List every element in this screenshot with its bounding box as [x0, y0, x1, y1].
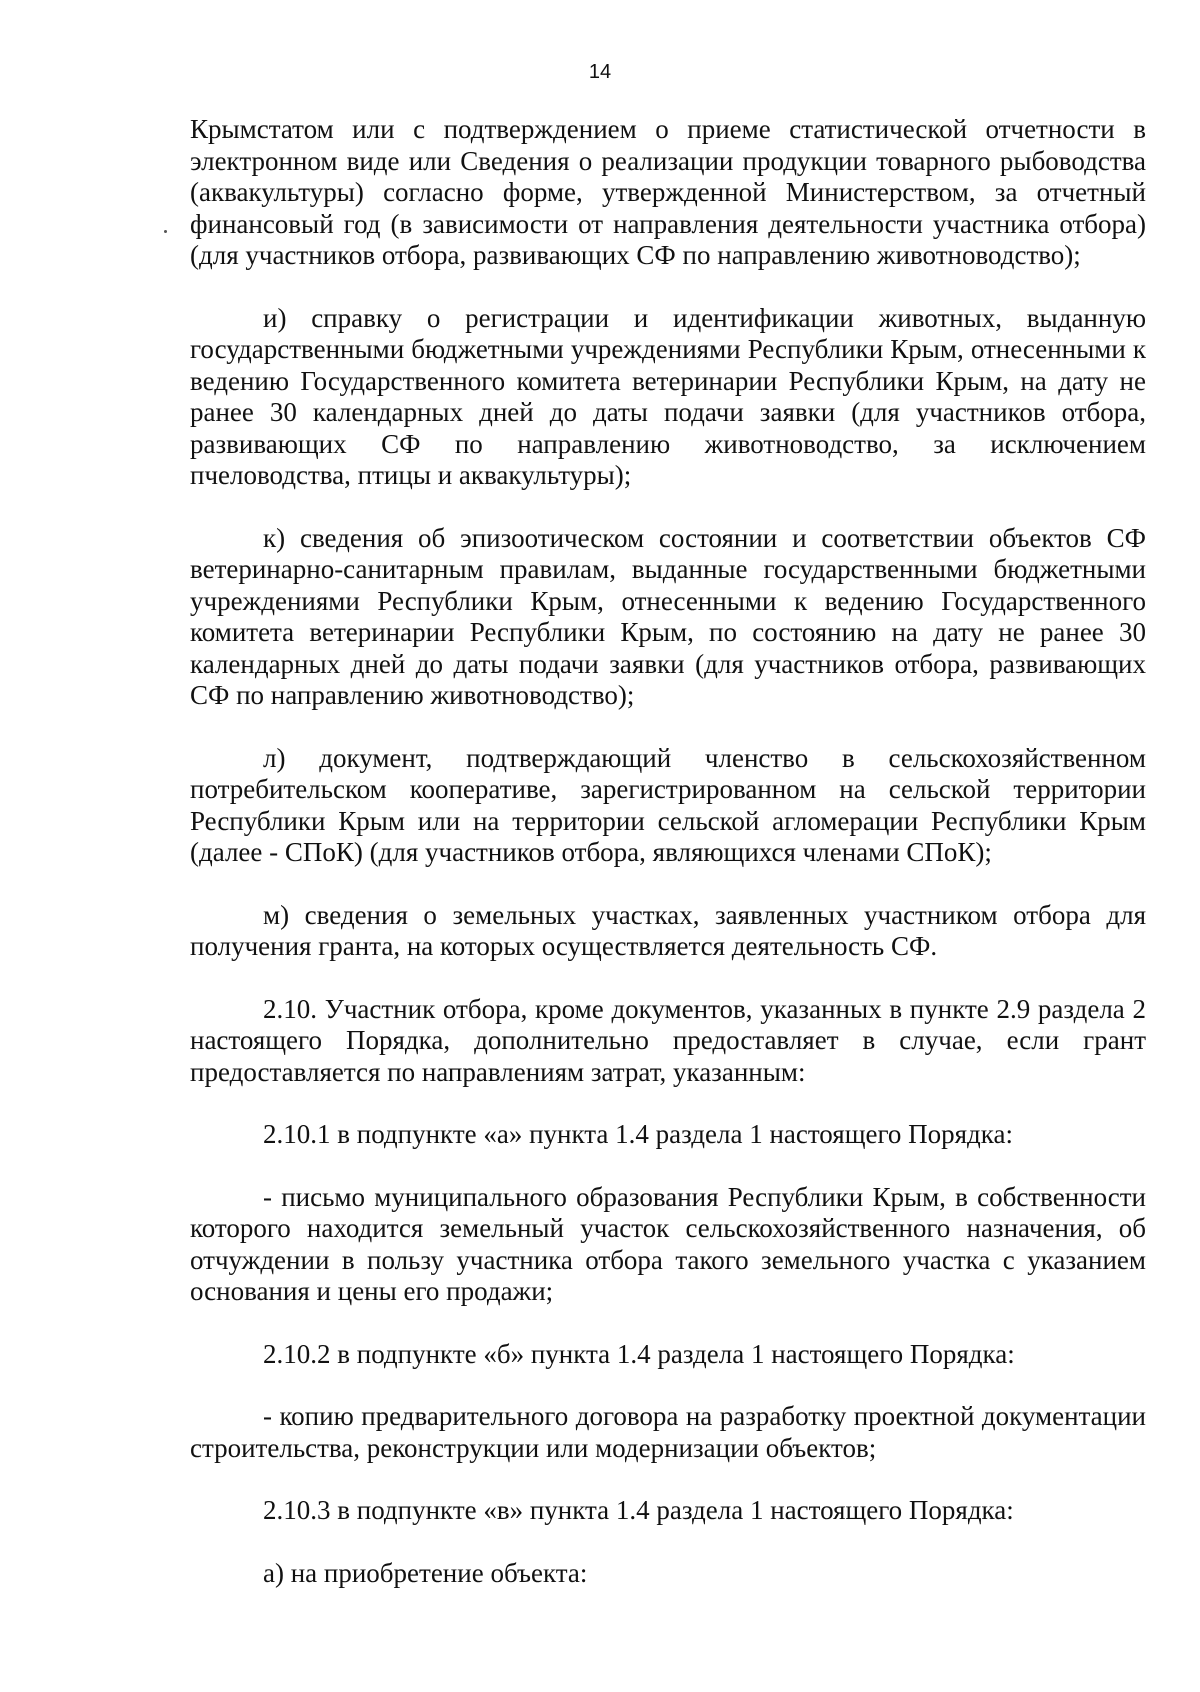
paragraph-continuation-krymstat: Крымстатом или с подтверждением о приеме статистической отчетности в электронном виде или Сведения о реализации продукции товарного рыбоводства (аквакультуры) согласно форме, утвержденной Министерством, за отчетный финансовый год (в зависимости от направления деятельности участника отбора) (для участников отбора, развивающих СФ по направлению животноводство); [190, 114, 1146, 270]
paragraph-item-a-acquisition: а) на приобретение объекта: [263, 1557, 588, 1588]
paragraph-clause-2-10: 2.10. Участник отбора, кроме документов, указанных в пункте 2.9 раздела 2 настоящего Порядка, дополнительно предоставляет в случае, если грант предоставляется по направлениям затрат, указанным: [190, 993, 1146, 1087]
document-body [190, 114, 1146, 1620]
paragraph-clause-2-10-1: 2.10.1 в подпункте «а» пункта 1.4 раздела 1 настоящего Порядка: [263, 1119, 1013, 1149]
paragraph-clause-2-10-2: 2.10.2 в подпункте «б» пункта 1.4 раздела 1 настоящего Порядка: [263, 1338, 1015, 1369]
paragraph-item-l-cooperative-membership: л) документ, подтверждающий членство в сельскохозяйственном потребительском кооперативе, зарегистрированном на сельской территории Республики Крым или на территории сельской агломерации Республики Крым (далее - СПоК) (для участников отбора, являющихся членами СПоК); [190, 742, 1146, 867]
paragraph-item-m-land-plots: м) сведения о земельных участках, заявленных участником отбора для получения гранта, на которых осуществляется деятельность СФ. [190, 899, 1146, 961]
paragraph-clause-2-10-3: 2.10.3 в подпункте «в» пункта 1.4 раздела 1 настоящего Порядка: [263, 1495, 1014, 1525]
page-number: 14 [588, 61, 612, 83]
paragraph-municipal-letter: - письмо муниципального образования Республики Крым, в собственности которого находится земельный участок сельскохозяйственного назначения, об отчуждении в пользу участника отбора такого земельного участка с указанием основания и цены его продажи; [190, 1181, 1146, 1306]
scan-speck [164, 230, 167, 233]
paragraph-item-k-epizootic-status: к) сведения об эпизоотическом состоянии и соответствии объектов СФ ветеринарно-санитарным правилам, выданные государственными бюджетными учреждениями Республики Крым, отнесенными к ведению Государственного комитета ветеринарии Республики Крым, по состоянию на дату не ранее 30 календарных дней до даты подачи заявки (для участников отбора, развивающих СФ по направлению животноводство); [190, 522, 1146, 710]
paragraph-item-i-animal-registration: и) справку о регистрации и идентификации животных, выданную государственными бюджетными учреждениями Республики Крым, отнесенными к ведению Государственного комитета ветеринарии Республики Крым, на дату не ранее 30 календарных дней до даты подачи заявки (для участников отбора, развивающих СФ по направлению животноводство, за исключением пчеловодства, птицы и аквакультуры); [190, 302, 1146, 490]
paragraph-preliminary-contract: - копию предварительного договора на разработку проектной документации строительства, реконструкции или модернизации объектов; [190, 1401, 1146, 1463]
